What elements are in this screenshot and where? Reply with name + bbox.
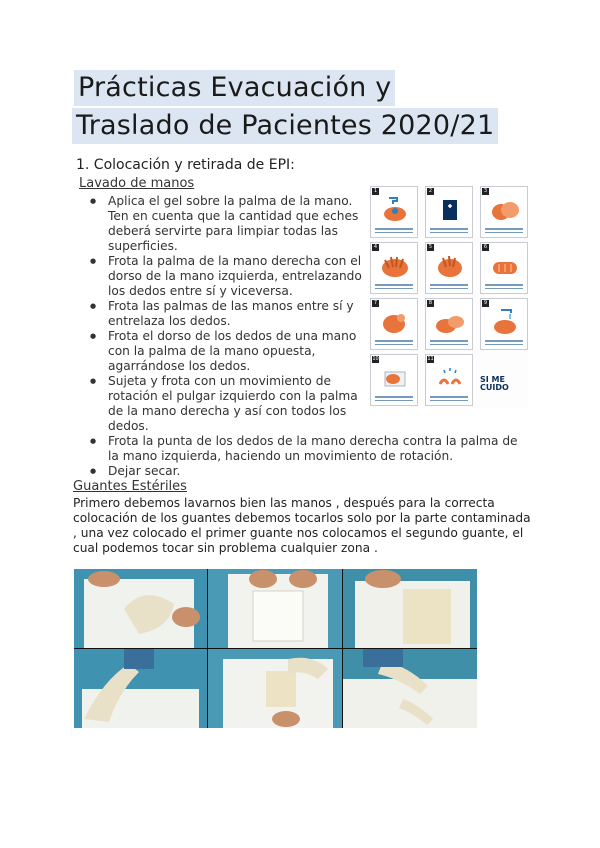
- finger-grip-icon: [489, 252, 521, 280]
- poster-step-5: 5: [425, 242, 473, 294]
- list-item: ● Dejar secar.: [84, 464, 524, 479]
- list-item: ● Sujeta y frota con un movimiento de rotación el pulgar izquierdo con la palma de la mano derecha y así con todos los dedos.: [84, 374, 374, 434]
- sterile-gloves-photo-grid: [74, 569, 477, 728]
- poster-step-11: 11: [425, 354, 473, 406]
- interlaced-fingers-icon: [379, 252, 411, 280]
- palms-together-icon: [434, 252, 466, 280]
- poster-step-10: 10: [370, 354, 418, 406]
- poster-logo: [480, 364, 528, 408]
- subheading-lavado-manos: Lavado de manos: [79, 176, 195, 191]
- page-title-line-2: Traslado de Pacientes 2020/21: [72, 108, 498, 144]
- photo-glove-step-2: [208, 569, 342, 648]
- gloves-paragraph: Primero debemos lavarnos bien las manos , después para la correcta colocación de los guantes debemos tocarlos solo por la parte contaminada , una vez colocado el primer guante nos colocamos el segundo guante, el cual podemos tocar sin problema cualquier zona .: [73, 496, 531, 555]
- list-item: ● Aplica el gel sobre la palma de la mano. Ten en cuenta que la cantidad que eches deberá servirte para limpiar todas las superficies.: [84, 194, 374, 254]
- towel-dry-icon: [379, 364, 411, 392]
- poster-step-1: 1: [370, 186, 418, 238]
- list-item: ● Frota el dorso de los dedos de una mano con la palma de la mano opuesta, agarrándose los dedos.: [84, 329, 374, 374]
- poster-step-9: 9: [480, 298, 528, 350]
- rinse-hands-icon: [489, 308, 521, 336]
- photo-glove-step-6: [343, 649, 477, 728]
- thumb-rotation-icon: [379, 308, 411, 336]
- list-item: ● Frota las palmas de las manos entre sí y entrelaza los dedos.: [84, 299, 374, 329]
- list-item: ● Frota la punta de los dedos de la mano derecha contra la palma de la mano izquierda, haciendo un movimiento de rotación.: [84, 434, 524, 464]
- poster-step-3: 3: [480, 186, 528, 238]
- poster-step-2: 2: [425, 186, 473, 238]
- section-heading-epi: 1. Colocación y retirada de EPI:: [76, 157, 295, 173]
- photo-glove-step-1: [74, 569, 207, 648]
- poster-step-4: 4: [370, 242, 418, 294]
- page-title-line-1: Prácticas Evacuación y: [74, 70, 395, 106]
- hand-washing-poster: [370, 186, 528, 408]
- photo-glove-step-4: [74, 649, 207, 728]
- photo-glove-step-3: [343, 569, 477, 648]
- poster-step-7: 7: [370, 298, 418, 350]
- list-item: ● Frota la palma de la mano derecha con el dorso de la mano izquierda, entrelazando los dedos entre sí y viceversa.: [84, 254, 374, 299]
- photo-glove-step-5: [208, 649, 342, 728]
- poster-logo-text: SI ME CUIDO: [480, 375, 509, 392]
- gel-bottle-icon: [434, 196, 466, 224]
- poster-step-8: 8: [425, 298, 473, 350]
- clean-hands-icon: [434, 364, 466, 392]
- hand-gel-icon: [379, 196, 411, 224]
- rubbing-hands-icon: [489, 196, 521, 224]
- subheading-guantes-esteriles: Guantes Estériles: [73, 479, 187, 494]
- poster-step-6: 6: [480, 242, 528, 294]
- fingertips-icon: [434, 308, 466, 336]
